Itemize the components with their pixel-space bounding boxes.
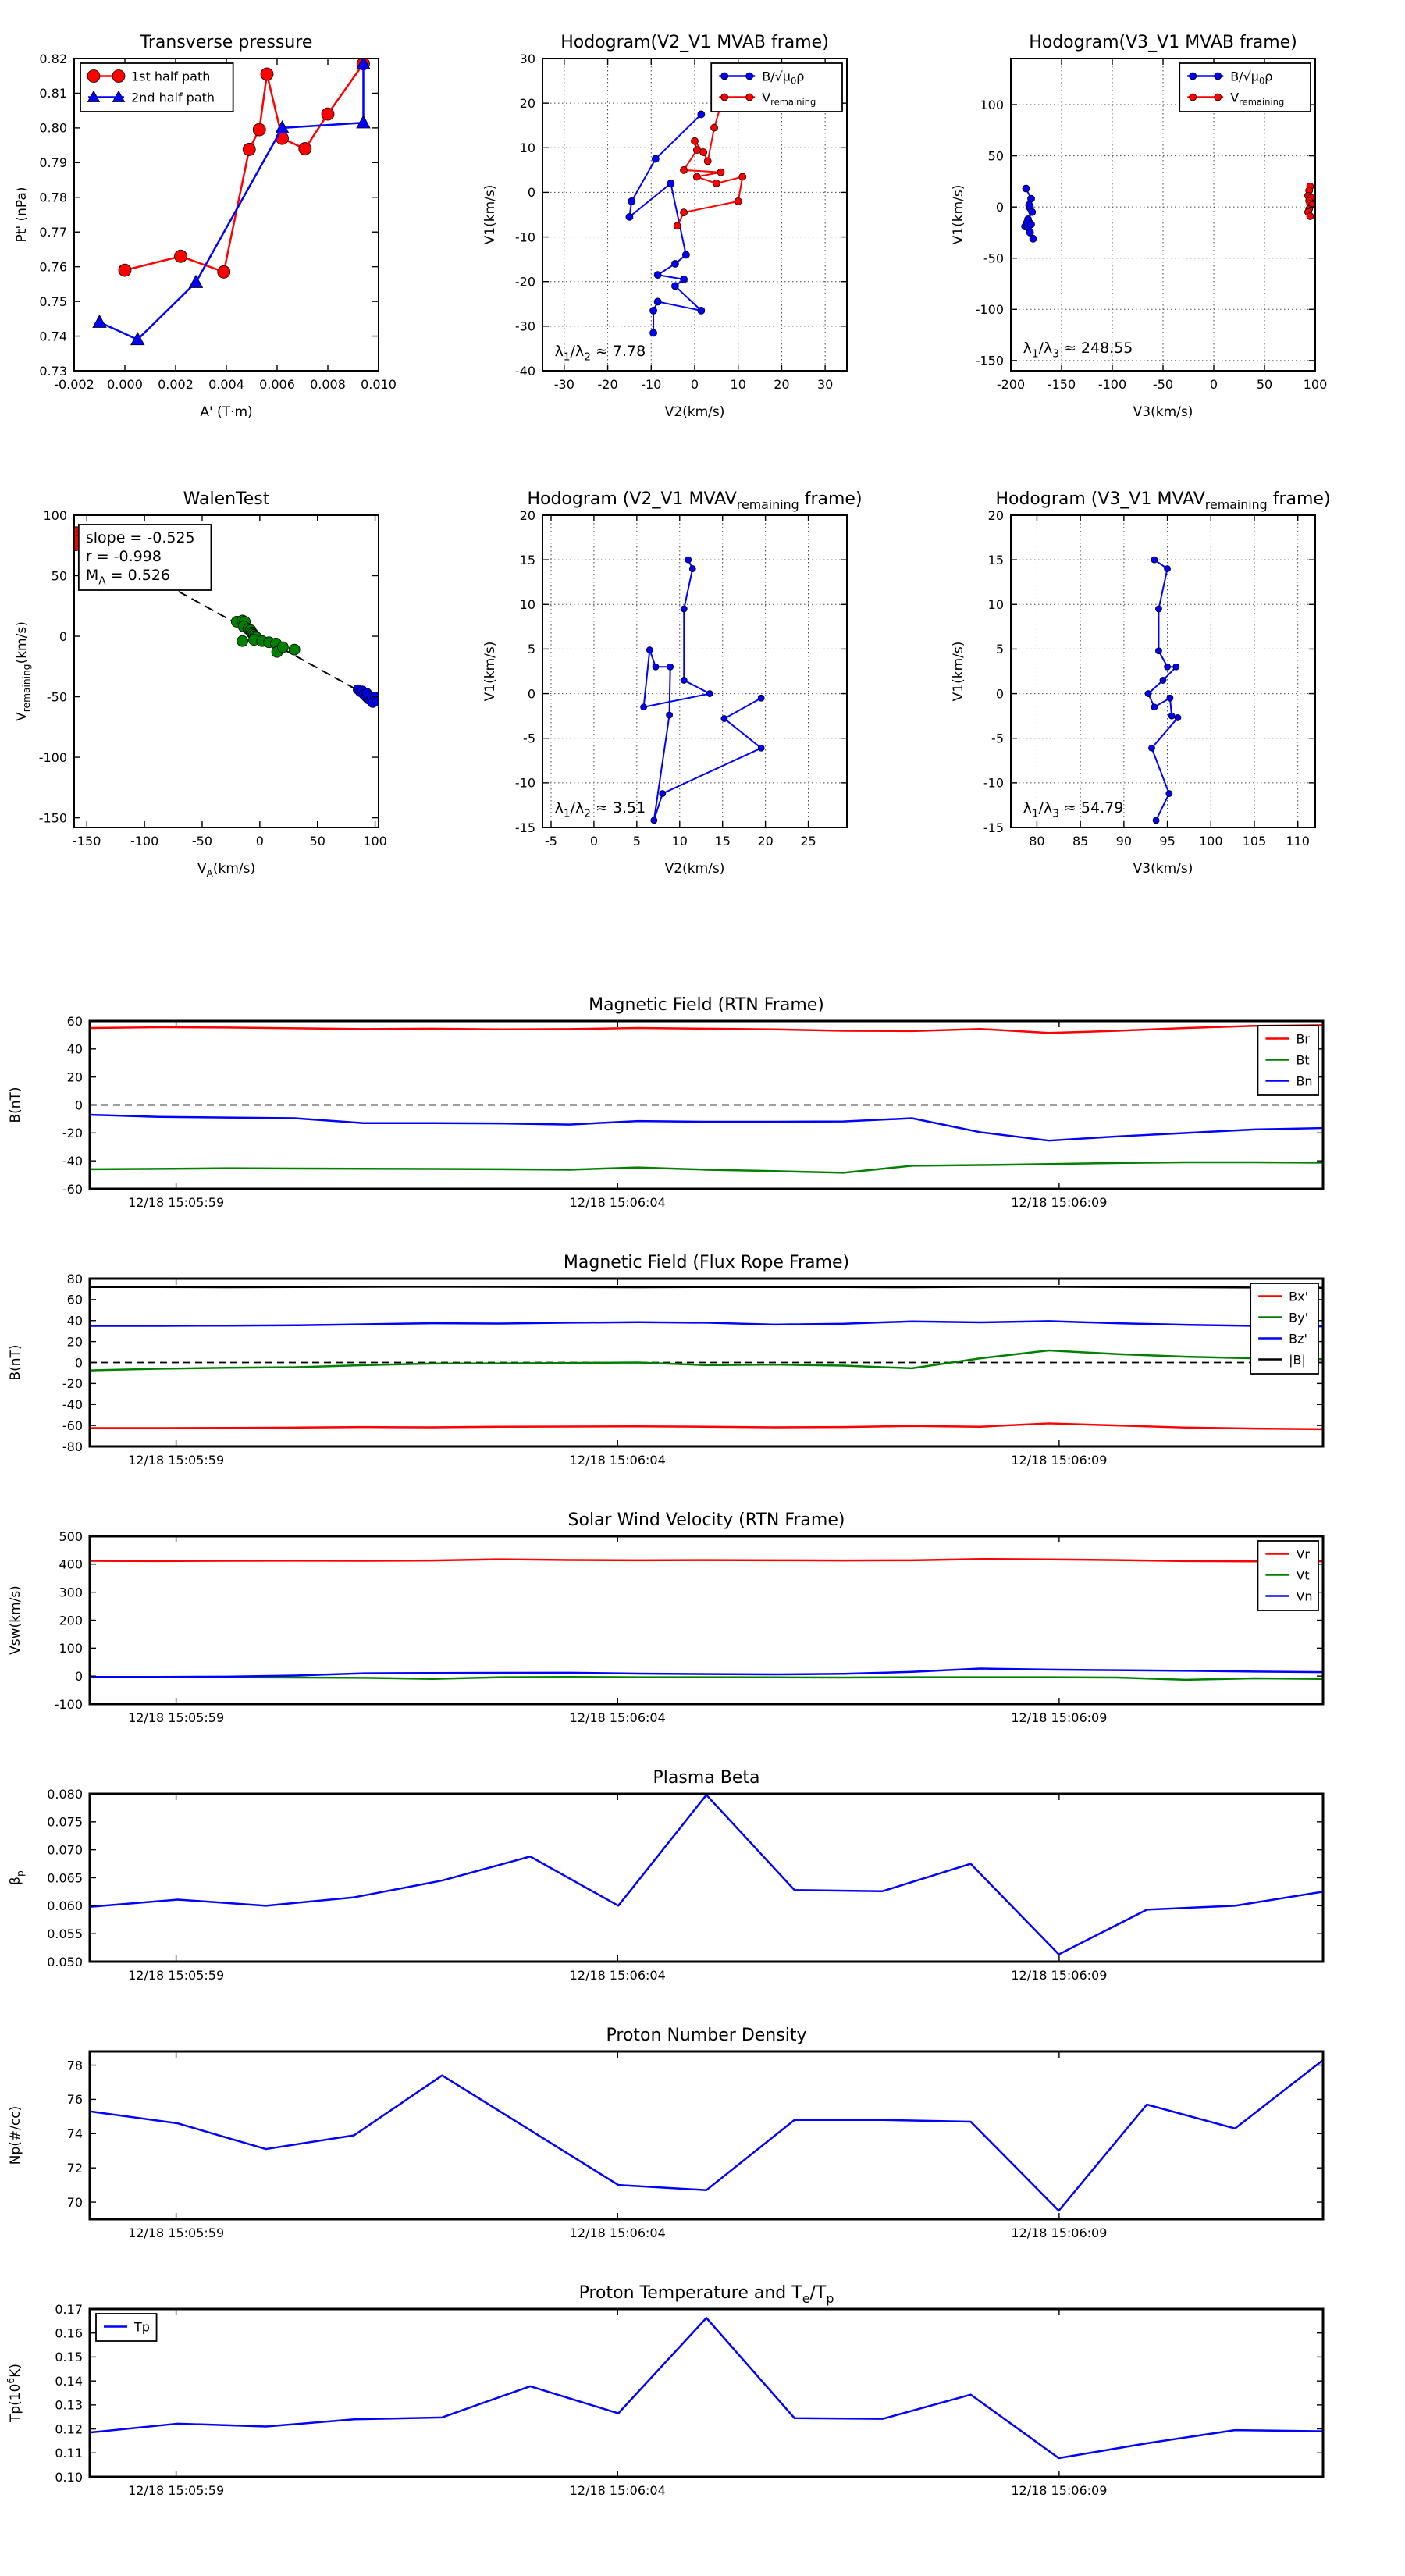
svg-text:15: 15	[519, 552, 535, 568]
svg-text:0.000: 0.000	[107, 377, 143, 392]
svg-text:-50: -50	[46, 689, 67, 705]
svg-text:20: 20	[519, 95, 535, 111]
svg-text:50: 50	[1256, 377, 1273, 392]
svg-text:10: 10	[519, 597, 535, 613]
svg-text:50: 50	[309, 834, 325, 849]
svg-text:0.79: 0.79	[39, 155, 67, 171]
svg-text:-40: -40	[62, 1153, 83, 1169]
svg-text:λ1/λ2 ≈ 3.51: $\lambda_1/\lambda_2 \approx 3.51$	[554, 799, 646, 820]
svg-text:-15: -15	[983, 820, 1004, 835]
svg-text:V1(km/s): V1(km/s)	[482, 641, 498, 702]
svg-text:-30: -30	[514, 318, 535, 334]
svg-text:10: 10	[730, 377, 746, 392]
svg-text:12/18 15:06:09: 12/18 15:06:09	[1011, 2483, 1108, 2498]
svg-text:0.78: 0.78	[39, 190, 67, 205]
svg-text:βp: $\beta_p$	[8, 1870, 26, 1885]
svg-text:0.76: 0.76	[39, 259, 67, 275]
chart-proton-temperature	[0, 2256, 1405, 2514]
chart-solar-wind-velocity	[0, 1483, 1405, 1741]
svg-text:Proton Number Density: Proton Number Density	[606, 2026, 807, 2045]
svg-text:0: 0	[74, 1098, 83, 1113]
svg-text:Hodogram (V3_V1 MVAVremaining: Hodogram (V3_V1 $MVAV_{remaining}$ frame)	[995, 489, 1331, 513]
svg-text:A' (T·m): A' (T·m)	[200, 404, 253, 420]
svg-text:12/18 15:06:09: 12/18 15:06:09	[1011, 1195, 1108, 1210]
svg-text:B(nT): B(nT)	[8, 1087, 23, 1123]
svg-text:r = -0.998: r = -0.998	[85, 548, 162, 566]
svg-text:-20: -20	[62, 1376, 83, 1392]
svg-text:100: 100	[980, 97, 1004, 112]
svg-text:λ1/λ3 ≈ 248.55: $\lambda_1/\lambda_3 \approx 248.55$	[1023, 340, 1133, 361]
svg-text:30: 30	[816, 377, 834, 392]
svg-text:12/18 15:06:09: 12/18 15:06:09	[1011, 1710, 1108, 1725]
svg-text:0.080: 0.080	[47, 1786, 83, 1802]
svg-text:V2(km/s): V2(km/s)	[664, 861, 725, 877]
svg-text:0: 0	[1209, 377, 1218, 392]
svg-text:20: 20	[774, 377, 790, 392]
svg-text:Bt: Bt	[1296, 1052, 1310, 1068]
svg-text:-10: -10	[514, 775, 535, 791]
svg-text:B/√μ0ρ: $B/√\mu_0\rho$	[1230, 69, 1273, 87]
svg-text:Solar Wind Velocity (RTN Frame: Solar Wind Velocity (RTN Frame)	[567, 1510, 845, 1530]
svg-text:0.004: 0.004	[208, 377, 244, 392]
svg-text:12/18 15:05:59: 12/18 15:05:59	[128, 1710, 225, 1725]
svg-text:12/18 15:06:04: 12/18 15:06:04	[569, 2483, 666, 2498]
svg-text:Br: Br	[1296, 1031, 1311, 1047]
svg-text:0.070: 0.070	[47, 1842, 83, 1858]
svg-text:100: 100	[1303, 377, 1328, 392]
svg-text:V3(km/s): V3(km/s)	[1133, 861, 1193, 877]
svg-text:400: 400	[59, 1557, 83, 1572]
svg-text:90: 90	[1115, 834, 1133, 849]
svg-text:Proton Temperature and Te/Tp: Proton Temperature and $T_e/T_p$	[578, 2283, 834, 2307]
svg-text:Magnetic Field (Flux Rope Fram: Magnetic Field (Flux Rope Frame)	[563, 1253, 850, 1272]
svg-text:-10: -10	[983, 775, 1004, 791]
chart-transverse-pressure	[0, 12, 468, 464]
svg-text:By': By'	[1289, 1310, 1309, 1325]
svg-text:0: 0	[59, 628, 67, 644]
svg-text:-5: -5	[545, 834, 557, 849]
svg-text:0: 0	[690, 377, 699, 392]
svg-text:-50: -50	[983, 251, 1004, 266]
svg-text:100: 100	[43, 507, 67, 523]
svg-text:100: 100	[1199, 834, 1223, 849]
svg-text:Hodogram(V2_V1 MVAB frame): Hodogram(V2_V1 MVAB frame)	[560, 33, 829, 52]
svg-text:15: 15	[987, 552, 1004, 568]
svg-text:-10: -10	[641, 377, 662, 392]
svg-text:12/18 15:05:59: 12/18 15:05:59	[128, 1195, 225, 1210]
svg-text:B(nT): B(nT)	[8, 1344, 23, 1381]
svg-text:72: 72	[66, 2160, 83, 2176]
svg-text:70: 70	[66, 2194, 83, 2210]
svg-text:|B|: |B|	[1289, 1352, 1306, 1368]
chart-hodogram-v2v1-mvav	[468, 468, 937, 921]
svg-text:0.82: 0.82	[39, 51, 67, 66]
svg-text:0: 0	[995, 199, 1004, 215]
svg-text:100: 100	[59, 1641, 83, 1656]
svg-text:0.010: 0.010	[361, 377, 397, 392]
svg-text:20: 20	[757, 834, 774, 849]
svg-text:1st half path: 1st half path	[131, 69, 211, 84]
chart-proton-density	[0, 1998, 1405, 2256]
svg-text:V1(km/s): V1(km/s)	[951, 641, 966, 702]
svg-text:V3(km/s): V3(km/s)	[1133, 404, 1193, 420]
svg-text:0: 0	[74, 1355, 83, 1371]
svg-text:12/18 15:06:04: 12/18 15:06:04	[569, 1710, 666, 1725]
svg-text:-60: -60	[62, 1181, 83, 1197]
svg-text:0: 0	[74, 1668, 83, 1684]
svg-text:0.060: 0.060	[47, 1898, 83, 1914]
chart-hodogram-v2v1-mvab	[468, 12, 937, 464]
svg-text:85: 85	[1072, 834, 1089, 849]
svg-text:76: 76	[66, 2092, 83, 2108]
chart-walen-test	[0, 468, 468, 921]
svg-text:12/18 15:06:04: 12/18 15:06:04	[569, 1453, 666, 1468]
svg-text:0: 0	[527, 185, 535, 201]
svg-text:12/18 15:06:04: 12/18 15:06:04	[569, 1195, 666, 1210]
svg-text:12/18 15:06:09: 12/18 15:06:09	[1011, 1968, 1108, 1983]
svg-text:20: 20	[66, 1334, 83, 1350]
svg-text:0.12: 0.12	[55, 2421, 83, 2437]
svg-text:300: 300	[59, 1585, 83, 1600]
svg-text:λ1/λ3 ≈ 54.79: $\lambda_1/\lambda_3 \approx 54.79$	[1023, 799, 1124, 820]
svg-text:0.065: 0.065	[47, 1870, 83, 1886]
svg-text:Vsw(km/s): Vsw(km/s)	[8, 1585, 23, 1655]
svg-text:-100: -100	[975, 302, 1004, 318]
svg-text:0.81: 0.81	[39, 86, 67, 101]
svg-text:-10: -10	[514, 229, 535, 245]
svg-text:0.13: 0.13	[55, 2397, 83, 2413]
svg-text:2nd half path: 2nd half path	[131, 90, 215, 105]
svg-text:Vr: Vr	[1296, 1546, 1310, 1562]
svg-text:-50: -50	[191, 834, 213, 849]
svg-text:12/18 15:05:59: 12/18 15:05:59	[128, 2483, 225, 2498]
svg-text:80: 80	[1029, 834, 1045, 849]
svg-text:12/18 15:06:04: 12/18 15:06:04	[569, 1968, 666, 1983]
svg-text:V2(km/s): V2(km/s)	[664, 404, 725, 420]
svg-text:5: 5	[632, 834, 641, 849]
svg-text:-100: -100	[54, 1696, 83, 1712]
svg-text:-150: -150	[38, 810, 67, 826]
svg-text:-5: -5	[991, 731, 1004, 746]
svg-text:-80: -80	[62, 1439, 83, 1454]
svg-text:12/18 15:06:09: 12/18 15:06:09	[1011, 2226, 1108, 2240]
svg-text:0.002: 0.002	[158, 377, 194, 392]
svg-text:WalenTest: WalenTest	[183, 489, 270, 509]
svg-text:10: 10	[671, 834, 688, 849]
svg-text:0.77: 0.77	[39, 224, 67, 240]
svg-text:Tp(106K): $Tp(10^6K)$	[5, 2363, 23, 2423]
svg-text:V1(km/s): V1(km/s)	[951, 184, 966, 245]
svg-text:110: 110	[1286, 834, 1310, 849]
svg-text:12/18 15:05:59: 12/18 15:05:59	[128, 1453, 225, 1468]
svg-text:95: 95	[1159, 834, 1176, 849]
svg-text:0.16: 0.16	[55, 2325, 83, 2341]
svg-text:50: 50	[51, 568, 67, 584]
svg-text:60: 60	[66, 1292, 83, 1308]
svg-text:0.006: 0.006	[259, 377, 295, 392]
chart-magnetic-field-rtn	[0, 968, 1405, 1226]
svg-text:-20: -20	[597, 377, 618, 392]
svg-text:0.74: 0.74	[39, 329, 67, 344]
svg-text:VA(km/s): $V_A(km/s)$	[197, 861, 256, 879]
svg-text:B/√μ0ρ: $B/√\mu_0\rho$	[762, 69, 805, 87]
svg-text:12/18 15:05:59: 12/18 15:05:59	[128, 1968, 225, 1983]
svg-text:0.80: 0.80	[39, 120, 67, 136]
svg-text:Plasma Beta: Plasma Beta	[653, 1768, 760, 1788]
svg-text:0.055: 0.055	[47, 1926, 83, 1941]
svg-text:0.15: 0.15	[55, 2350, 83, 2365]
svg-text:12/18 15:06:04: 12/18 15:06:04	[569, 2226, 666, 2240]
svg-text:V1(km/s): V1(km/s)	[482, 184, 498, 245]
svg-text:λ1/λ2 ≈ 7.78: $\lambda_1/\lambda_2 \approx 7.78$	[554, 343, 646, 364]
svg-text:-60: -60	[62, 1418, 83, 1433]
chart-hodogram-v3v1-mvav	[937, 468, 1405, 921]
svg-text:15: 15	[714, 834, 731, 849]
svg-text:78: 78	[66, 2058, 83, 2073]
svg-text:0.10: 0.10	[55, 2469, 83, 2485]
svg-text:Hodogram(V3_V1 MVAB frame): Hodogram(V3_V1 MVAB frame)	[1029, 33, 1297, 52]
svg-text:12/18 15:06:09: 12/18 15:06:09	[1011, 1453, 1108, 1468]
svg-text:80: 80	[66, 1271, 83, 1286]
svg-text:5: 5	[995, 642, 1004, 657]
svg-text:20: 20	[987, 507, 1004, 523]
svg-text:5: 5	[527, 642, 535, 657]
svg-text:-40: -40	[514, 363, 535, 379]
svg-text:-50: -50	[1152, 377, 1174, 392]
svg-text:Vn: Vn	[1296, 1589, 1313, 1604]
svg-text:0: 0	[255, 834, 264, 849]
svg-text:-0.002: -0.002	[54, 377, 94, 392]
svg-text:Pt' (nPa): Pt' (nPa)	[14, 187, 30, 243]
svg-text:10: 10	[987, 597, 1004, 613]
svg-text:100: 100	[363, 834, 387, 849]
svg-text:12/18 15:05:59: 12/18 15:05:59	[128, 2226, 225, 2240]
svg-text:-30: -30	[553, 377, 574, 392]
svg-text:0.11: 0.11	[55, 2446, 83, 2461]
svg-text:0.050: 0.050	[47, 1954, 83, 1969]
svg-text:500: 500	[59, 1528, 83, 1544]
svg-text:20: 20	[519, 507, 535, 523]
svg-text:0: 0	[527, 686, 535, 702]
svg-text:-15: -15	[514, 820, 535, 835]
svg-text:-100: -100	[38, 749, 67, 765]
svg-text:40: 40	[66, 1041, 83, 1057]
svg-text:slope = -0.525: slope = -0.525	[85, 529, 195, 547]
svg-text:40: 40	[66, 1313, 83, 1329]
svg-text:Hodogram (V2_V1 MVAVremaining: Hodogram (V2_V1 $MVAV_{remaining}$ frame)	[527, 489, 863, 513]
svg-text:-20: -20	[514, 274, 535, 290]
svg-text:Vt: Vt	[1296, 1567, 1310, 1583]
svg-text:0.008: 0.008	[310, 377, 346, 392]
svg-text:Np(#/cc): Np(#/cc)	[8, 2105, 23, 2165]
svg-text:10: 10	[519, 141, 535, 156]
svg-text:-100: -100	[1097, 377, 1127, 392]
svg-text:0: 0	[589, 834, 599, 849]
svg-text:Transverse pressure: Transverse pressure	[140, 33, 313, 52]
svg-text:-150: -150	[1047, 377, 1076, 392]
svg-text:Bz': Bz'	[1289, 1331, 1307, 1347]
svg-text:MA = 0.526: $M_A = 0.526$	[85, 567, 171, 588]
svg-text:0.075: 0.075	[47, 1814, 83, 1830]
svg-text:50: 50	[987, 148, 1004, 164]
chart-magnetic-field-flux-rope	[0, 1226, 1405, 1483]
chart-plasma-beta	[0, 1741, 1405, 1998]
svg-text:0.14: 0.14	[55, 2373, 83, 2389]
svg-text:-200: -200	[996, 377, 1026, 392]
svg-text:-5: -5	[523, 731, 535, 746]
svg-text:Vremaining: $V_{remaining}$	[1230, 90, 1285, 108]
svg-text:30: 30	[519, 51, 535, 66]
svg-text:-150: -150	[73, 834, 101, 849]
svg-text:-40: -40	[62, 1397, 83, 1413]
svg-text:Bn: Bn	[1296, 1073, 1313, 1089]
svg-text:0.75: 0.75	[39, 294, 67, 309]
svg-text:0.17: 0.17	[55, 2301, 83, 2317]
svg-text:-20: -20	[62, 1126, 83, 1141]
svg-text:Vremaining: $V_{remaining}$	[762, 90, 816, 108]
svg-text:Tp: Tp	[134, 2319, 150, 2335]
svg-text:0.73: 0.73	[39, 363, 67, 379]
svg-text:200: 200	[59, 1613, 83, 1628]
svg-text:105: 105	[1242, 834, 1267, 849]
svg-text:Bx': Bx'	[1289, 1289, 1309, 1304]
svg-text:0: 0	[995, 686, 1004, 702]
svg-text:60: 60	[66, 1013, 83, 1029]
svg-text:Magnetic Field (RTN Frame): Magnetic Field (RTN Frame)	[589, 995, 824, 1015]
svg-text:-150: -150	[975, 353, 1004, 368]
chart-hodogram-v3v1-mvab	[937, 12, 1405, 464]
svg-text:74: 74	[66, 2126, 83, 2142]
svg-text:-100: -100	[130, 834, 159, 849]
svg-text:25: 25	[800, 834, 816, 849]
svg-text:20: 20	[66, 1069, 83, 1085]
svg-text:Vremaining(km/s): $V_{remaining}(km/s)$	[14, 621, 32, 721]
